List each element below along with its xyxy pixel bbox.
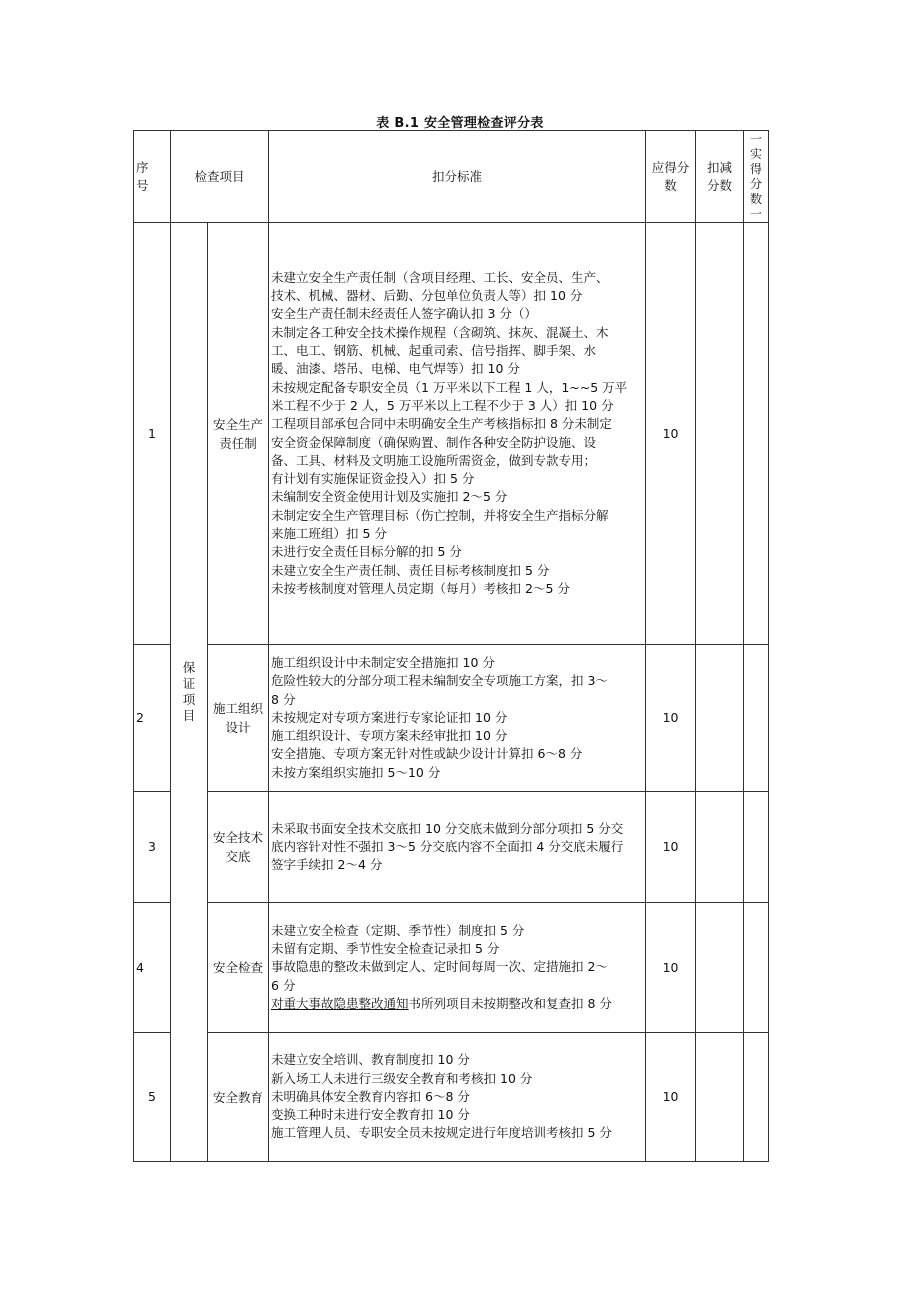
row-criteria	[269, 645, 646, 792]
row-due-score: 10	[646, 223, 696, 645]
row-criteria	[269, 1033, 646, 1162]
criteria-line: 工、电工、钢筋、机械、起重司索、信号指挥、脚手架、水	[271, 343, 597, 359]
table-row	[134, 645, 769, 792]
row-actual-score	[744, 903, 769, 1033]
criteria-line: 安全资金保障制度（确保购置、制作各种安全防护设施、设	[271, 434, 597, 450]
criteria-line: 8 分	[271, 691, 296, 707]
table-row	[134, 903, 769, 1033]
row-deduct-score	[696, 1033, 744, 1162]
criteria-line: 安全措施、专项方案无针对性或缺少设计计算扣 6～8 分	[271, 746, 583, 762]
row-criteria: 未建立安全检查（定期、季节性）制度扣 5 分 未留有定期、季节性安全检查记录扣 5 分 事故隐患的整改未做到定人、定时间每周一次、定措施扣 2～ 6 分 对重大事故隐患整改通知书所列项目未按期整改和复查扣 8 分	[269, 903, 646, 1033]
row-item: 施工组织 设计	[208, 645, 269, 792]
row-item: 安全检查	[208, 903, 269, 1033]
criteria-line: 有计划有实施保证资金投入）扣 5 分	[271, 471, 475, 487]
criteria-line: 安全生产责任制未经责任人签字确认扣 3 分（）	[271, 306, 537, 322]
header-due-score: 应得分 数	[646, 131, 696, 223]
row-actual-score	[744, 1033, 769, 1162]
header-actual-score: 一 实 得 分 数 一	[744, 131, 769, 223]
row-actual-score	[744, 223, 769, 645]
table-title: 表 B.1 安全管理检查评分表	[376, 116, 544, 131]
row-seq: 5	[134, 1033, 171, 1162]
row-seq: 4	[134, 903, 171, 1033]
criteria-line: 未制定各工种安全技术操作规程（含砌筑、抹灰、混凝土、木	[271, 324, 609, 340]
criteria-line: 施工组织设计中未制定安全措施扣 10 分	[271, 654, 495, 670]
criteria-line: 未按考核制度对管理人员定期（每月）考核扣 2～5 分	[271, 580, 570, 596]
row-due-score: 10	[646, 903, 696, 1033]
row-seq: 2	[134, 645, 171, 792]
header-seq: 序 号	[134, 131, 171, 223]
header-criteria: 扣分标准	[269, 131, 646, 223]
criteria-line: 签字手续扣 2～4 分	[271, 857, 383, 873]
criteria-line: 未制定安全生产管理目标（伤亡控制，并将安全生产指标分解	[271, 507, 609, 523]
criteria-line: 未进行安全责任目标分解的扣 5 分	[271, 544, 462, 560]
criteria-line: 事故隐患的整改未做到定人、定时间每周一次、定措施扣 2～	[271, 959, 608, 975]
criteria-line: 未建立安全生产责任制（含项目经理、工长、安全员、生产、	[271, 269, 609, 285]
criteria-line: 未明确具体安全教育内容扣 6～8 分	[271, 1088, 470, 1104]
row-actual-score	[744, 645, 769, 792]
criteria-line: 工程项目部承包合同中未明确安全生产考核指标扣 8 分未制定	[271, 416, 612, 432]
table-row	[134, 223, 769, 645]
criteria-line: 米工程不少于 2 人，5 万平米以上工程不少于 3 人）扣 10 分	[271, 397, 614, 413]
row-criteria	[269, 792, 646, 903]
criteria-line: 未按规定对专项方案进行专家论证扣 10 分	[271, 709, 508, 725]
criteria-line: 备、工具、材料及文明施工设施所需资金，做到专款专用；	[271, 452, 597, 468]
criteria-line: 技术、机械、器材、后勤、分包单位负责人等）扣 10 分	[271, 288, 583, 304]
row-due-score: 10	[646, 792, 696, 903]
row-deduct-score	[696, 645, 744, 792]
criteria-line: 施工组织设计、专项方案未经审批扣 10 分	[271, 728, 508, 744]
table-row	[134, 1033, 769, 1162]
criteria-line: 未编制安全资金使用计划及实施扣 2～5 分	[271, 489, 508, 505]
criteria-line: 未建立安全检查（定期、季节性）制度扣 5 分	[271, 922, 525, 938]
criteria-line: 6 分	[271, 977, 296, 993]
criteria-line: 新入场工人未进行三级安全教育和考核扣 10 分	[271, 1070, 533, 1086]
criteria-line: 未采取书面安全技术交底扣 10 分交底未做到分部分项扣 5 分交	[271, 820, 624, 836]
header-item: 检查项目	[171, 131, 269, 223]
row-item: 安全教育	[208, 1033, 269, 1162]
row-seq: 1	[134, 223, 171, 645]
criteria-line: 暖、油漆、塔吊、电梯、电气焊等）扣 10 分	[271, 361, 520, 377]
category-label: 保 证 项 目	[182, 660, 196, 723]
header-row	[134, 131, 769, 223]
row-item: 安全生产 责任制	[208, 223, 269, 645]
row-item: 安全技术 交底	[208, 792, 269, 903]
category-cell	[171, 223, 208, 1162]
row-deduct-score	[696, 223, 744, 645]
criteria-line: 施工管理人员、专职安全员未按规定进行年度培训考核扣 5 分	[271, 1125, 612, 1141]
criteria-line: 未留有定期、季节性安全检查记录扣 5 分	[271, 941, 500, 957]
row-due-score: 10	[646, 645, 696, 792]
row-due-score: 10	[646, 1033, 696, 1162]
row-actual-score	[744, 792, 769, 903]
row-seq: 3	[134, 792, 171, 903]
criteria-line: 未建立安全培训、教育制度扣 10 分	[271, 1052, 470, 1068]
underlined-text: 对重大事故隐患整改通知	[271, 995, 409, 1011]
criteria-line: 未按方案组织实施扣 5～10 分	[271, 764, 441, 780]
row-deduct-score	[696, 792, 744, 903]
criteria-line: 未建立安全生产责任制、责任目标考核制度扣 5 分	[271, 562, 550, 578]
inspection-score-table	[133, 130, 769, 1162]
row-criteria	[269, 223, 646, 645]
row-deduct-score	[696, 903, 744, 1033]
criteria-line: 来施工班组）扣 5 分	[271, 525, 387, 541]
criteria-line: 未按规定配备专职安全员（1 万平米以下工程 1 人，1~~5 万平	[271, 379, 628, 395]
criteria-line: 变换工种时未进行安全教育扣 10 分	[271, 1107, 470, 1123]
criteria-line: 危险性较大的分部分项工程未编制安全专项施工方案，扣 3～	[271, 673, 608, 689]
header-deduct-score: 扣减 分数	[696, 131, 744, 223]
table-row	[134, 792, 769, 903]
criteria-line: 底内容针对性不强扣 3～5 分交底内容不全面扣 4 分交底未履行	[271, 838, 624, 854]
